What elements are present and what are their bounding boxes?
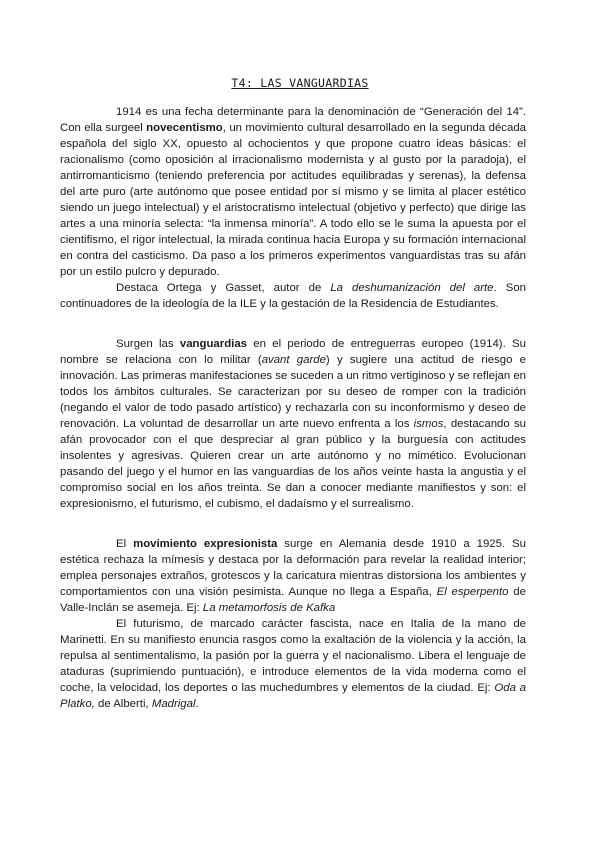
term-avant-garde: avant garde bbox=[261, 354, 326, 366]
term-ismos: ismos bbox=[413, 418, 444, 430]
work-title: Madrigal bbox=[151, 698, 196, 710]
text-span: ) y sugiere una actitud de riesgo e innovación. Las primeras manifestaciones se suceden a un ritmo vertiginoso y se reflejan en todos los ámbitos culturales. Se caracterizan por su deseo de romper con la tradición (negando el valor de todo pasado artístico) y rechazarla con su inconformismo y deseo de renovación. La voluntad de desarrollar un arte nuevo enfrenta a los bbox=[60, 354, 527, 430]
text-span: . bbox=[195, 698, 199, 710]
text-span: de Alberti, bbox=[94, 698, 152, 710]
paragraph-futurismo bbox=[60, 616, 526, 712]
text-span: Destaca Ortega y Gasset, autor de bbox=[116, 282, 331, 294]
term-expresionismo: movimiento expresionista bbox=[133, 538, 278, 550]
work-title: Oda a Platko, bbox=[60, 682, 526, 710]
text-span: , un movimiento cultural desarrollado en la segunda década española del siglo XX, opuesto al ochocientos y que propone cuatro ideas básicas: el racionalismo (como oposición al irracionalismo modernista y al gusto por la paradoja), el antirromanticismo (teniendo preferencia por actitudes equilibradas y serenas), la defensa del arte puro (arte autónomo que posee entidad por sí mismo y se limita al placer estético siendo un juego intelectual) y el aristocratismo intelectual (objetivo y perfecto) que dirige las artes a una minoría selecta: “la inmensa minoría”. A todo ello se le suma la apuesta por el cientifismo, el rigor intelectual, la mirada continua hacia Europa y su formación internacional en contra del casticismo. Da paso a los primeros experimentos vanguardistas tras su afán por un estilo pulcro y depurado. bbox=[60, 122, 526, 278]
paragraph-gap bbox=[60, 512, 526, 536]
text-span: . Son continuadores de la ideología de la ILE y la gestación de la Residencia de Estudiantes. bbox=[60, 282, 526, 310]
paragraph-ortega bbox=[60, 280, 526, 312]
paragraph-expresionismo bbox=[60, 536, 526, 616]
document-body bbox=[60, 104, 526, 712]
paragraph-gap bbox=[60, 312, 526, 336]
term-novecentismo: novecentismo bbox=[146, 122, 223, 134]
work-title: La deshumanización del arte bbox=[330, 282, 494, 294]
text-span: Surgen las bbox=[116, 338, 180, 350]
paragraph-novecentismo bbox=[60, 104, 526, 280]
text-span: , destacando su afán provocador con el que despreciar al gran público y la burguesía con actitudes insolentes y agresivas. Quieren crear un arte autónomo y no mimético. Evolucionan pasando del juego y el humor en las vanguardias de los años veinte hasta la angustia y el compromiso social en los años treinta. Se dan a conocer mediante manifiestos y son: el expresionismo, el futurismo, el cubismo, el dadaísmo y el surrealismo. bbox=[60, 418, 526, 510]
text-span: 1914 es una fecha determinante para la denominación de “Generación del 14”. Con ella surgeel bbox=[60, 106, 526, 134]
paragraph-vanguardias bbox=[60, 336, 526, 512]
text-span: surge en Alemania desde 1910 a 1925. Su estética rechaza la mímesis y destaca por la deformación para revelar la realidad interior; emplea personajes extraños, grotescos y la caricatura mientras distorsiona los ambientes y comportamientos con una visión pesimista. Aunque no llega a España, bbox=[60, 538, 526, 598]
page-title: T4: LAS VANGUARDIAS bbox=[231, 76, 369, 90]
text-span: de Valle-Inclán se asemeja. Ej: bbox=[60, 586, 526, 614]
work-title: La metamorfosis de Kafka bbox=[202, 602, 336, 614]
text-span: El futurismo, de marcado carácter fascista, nace en Italia de la mano de Marinetti. En su manifiesto enuncia rasgos como la exaltación de la violencia y la acción, la repulsa al sentimentalismo, la pasión por la guerra y el nacionalismo. Libera el lenguaje de ataduras (suprimiendo puntuación), e introduce elementos de la vida moderna como el coche, la velocidad, los deportes o las muchedumbres y elementos de la ciudad. Ej: bbox=[60, 618, 526, 694]
text-span: El bbox=[116, 538, 134, 550]
text-span: en el periodo de entreguerras europeo (1914). Su nombre se relaciona con lo militar ( bbox=[60, 338, 526, 366]
work-title: El esperpento bbox=[436, 586, 509, 598]
term-vanguardias: vanguardias bbox=[179, 338, 247, 350]
